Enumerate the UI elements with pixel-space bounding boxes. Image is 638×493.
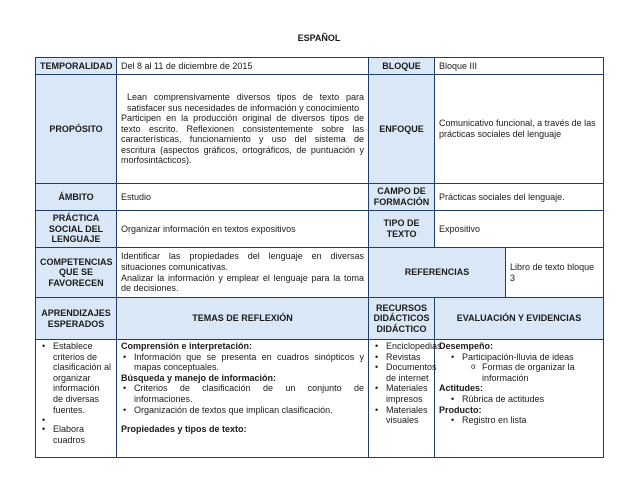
temas-header: TEMAS DE REFLEXIÓN bbox=[117, 298, 369, 340]
producto-title: Producto: bbox=[439, 404, 482, 415]
desempeno-subitem: o Formas de organizar la información bbox=[471, 362, 599, 383]
producto-item: • Registro en lista bbox=[449, 415, 599, 426]
referencias-value: Libro de texto bloque 3 bbox=[506, 248, 604, 298]
referencias-label: REFERENCIAS bbox=[369, 248, 506, 298]
aprendizajes-cell bbox=[36, 340, 117, 458]
proposito-text-1: Lean comprensivamente diversos tipos de texto para satisfacer sus necesidades de información y conocimiento bbox=[127, 91, 365, 113]
evaluacion-cell bbox=[435, 340, 604, 458]
tipo-texto-label: TIPO DE TEXTO bbox=[369, 211, 435, 248]
aprendizaje-item: • Establece criterios de clasificación al organizar información de diversas fuentes. bbox=[40, 341, 112, 415]
ambito-label: ÁMBITO bbox=[36, 184, 117, 211]
recurso-item: • Materiales visuales bbox=[373, 405, 430, 426]
competencias-text-1: Identificar las propiedades del lenguaje en diversas situaciones comunicativas. bbox=[121, 251, 365, 272]
campo-label: CAMPO DE FORMACIÓN bbox=[369, 184, 435, 211]
tipo-texto-value: Expositivo bbox=[435, 211, 604, 248]
temporalidad-value: Del 8 al 11 de diciembre de 2015 bbox=[117, 58, 369, 75]
planning-table bbox=[35, 57, 604, 458]
temporalidad-label: TEMPORALIDAD bbox=[36, 58, 117, 75]
desempeno-item: • Participación-lluvia de ideas bbox=[449, 352, 599, 363]
recurso-item: • Materiales impresos bbox=[373, 383, 430, 404]
tema-item: • Criterios de clasificación de un conjunto de informaciones. bbox=[121, 383, 364, 404]
actitudes-item: • Rúbrica de actitudes bbox=[449, 394, 599, 405]
actitudes-title: Actitudes: bbox=[439, 383, 484, 394]
enfoque-value: Comunicativo funcional, a través de las prácticas sociales del lenguaje bbox=[435, 75, 604, 184]
ambito-value: Estudio bbox=[117, 184, 369, 211]
recursos-header: RECURSOS DIDÁCTICOS DIDÁCTICO bbox=[369, 298, 435, 340]
enfoque-label: ENFOQUE bbox=[369, 75, 435, 184]
practica-value: Organizar información en textos expositivos bbox=[117, 211, 369, 248]
competencias-text-2: Analizar la información y emplear el lenguaje para la toma de decisiones. bbox=[121, 272, 365, 294]
proposito-text-2: Participen en la producción original de diversos tipos de texto escrito. Reflexionen consistentemente sobre las características, funcionamiento y uso del sistema de escritura (aspectos gráficos, ortográficos, de puntuación y morfosintácticos). bbox=[121, 113, 365, 166]
temas-section-title: Búsqueda y manejo de información: bbox=[121, 372, 277, 383]
competencias-value bbox=[117, 248, 369, 298]
campo-value: Prácticas sociales del lenguaje. bbox=[435, 184, 604, 211]
competencias-label: COMPETENCIAS QUE SE FAVORECEN bbox=[36, 248, 117, 298]
page-title: ESPAÑOL bbox=[297, 33, 341, 43]
aprendizaje-item: • Elabora cuadros bbox=[40, 424, 112, 445]
bloque-value: Bloque III bbox=[435, 58, 604, 75]
proposito-label: PROPÓSITO bbox=[36, 75, 117, 184]
tema-item: • Información que se presenta en cuadros sinópticos y mapas conceptuales. bbox=[121, 352, 364, 373]
bloque-label: BLOQUE bbox=[369, 58, 435, 75]
desempeno-title: Desempeño: bbox=[439, 341, 494, 351]
recurso-item: • Enciclopedias bbox=[373, 341, 430, 352]
temas-section-title: Propiedades y tipos de texto: bbox=[121, 424, 247, 435]
temas-cell bbox=[117, 340, 369, 458]
recursos-cell bbox=[369, 340, 442, 458]
recurso-item: • Revistas bbox=[373, 352, 430, 363]
proposito-value bbox=[117, 75, 369, 184]
aprendizajes-header: APRENDIZAJES ESPERADOS bbox=[36, 298, 117, 340]
practica-label: PRÁCTICA SOCIAL DEL LENGUAJE bbox=[36, 211, 117, 248]
evaluacion-header: EVALUACIÓN Y EVIDENCIAS bbox=[435, 298, 604, 340]
temas-section-title: Comprensión e interpretación: bbox=[121, 341, 253, 351]
recurso-item: • Documentos de internet bbox=[373, 362, 430, 383]
tema-item: • Organización de textos que implican clasificación. bbox=[121, 405, 364, 416]
